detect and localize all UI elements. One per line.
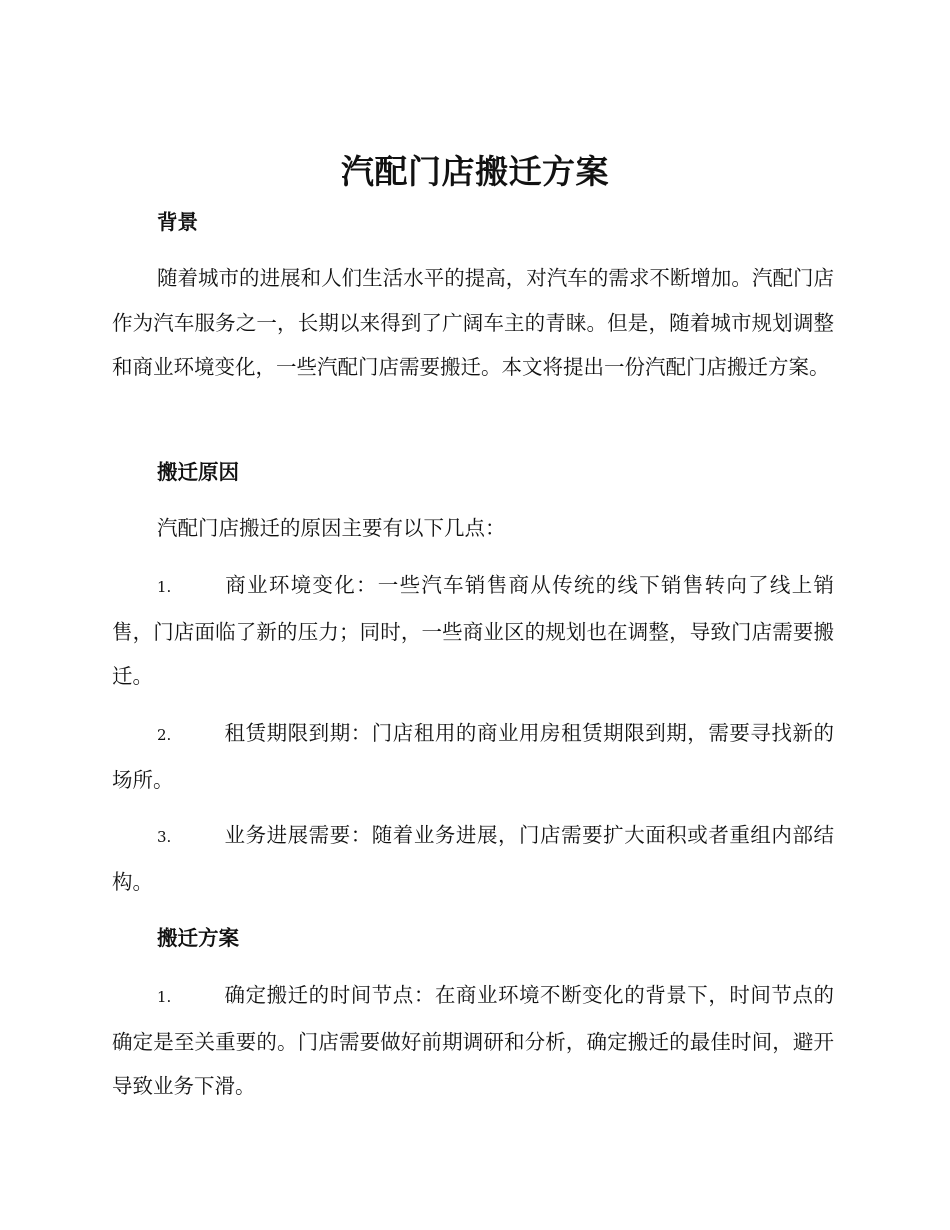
list-item	[112, 973, 834, 1109]
reason-item-3	[112, 813, 834, 904]
list-item-text: 确定搬迁的时间节点：在商业环境不断变化的背景下，时间节点的确定是至关重要的。门店需要做好前期调研和分析，确定搬迁的最佳时间，避开导致业务下滑。	[112, 983, 834, 1098]
reason-item-2	[112, 711, 834, 802]
reasons-intro-block	[112, 506, 834, 551]
section-heading-plan: 搬迁方案	[157, 926, 239, 950]
section-heading-background: 背景	[157, 210, 198, 234]
list-number: 1.	[157, 578, 172, 596]
list-item-text: 业务进展需要：随着业务进展，门店需要扩大面积或者重组内部结构。	[112, 823, 834, 894]
list-item-text: 租赁期限到期：门店租用的商业用房租赁期限到期，需要寻找新的场所。	[112, 721, 834, 792]
list-number: 3.	[157, 828, 172, 846]
reasons-intro: 汽配门店搬迁的原因主要有以下几点：	[157, 516, 506, 540]
list-item-text: 商业环境变化：一些汽车销售商从传统的线下销售转向了线上销售，门店面临了新的压力；同时，一些商业区的规划也在调整，导致门店需要搬迁。	[112, 573, 834, 688]
list-number: 2.	[157, 726, 172, 744]
list-item	[112, 813, 834, 904]
list-item	[112, 563, 834, 699]
background-paragraph-block	[112, 256, 834, 390]
reason-item-1	[112, 563, 834, 699]
list-number: 1.	[157, 988, 172, 1006]
plan-item-1	[112, 973, 834, 1109]
document-title: 汽配门店搬迁方案	[341, 152, 609, 191]
list-item	[112, 711, 834, 802]
section-heading-reasons: 搬迁原因	[157, 460, 239, 484]
background-paragraph: 随着城市的进展和人们生活水平的提高，对汽车的需求不断增加。汽配门店作为汽车服务之一，长期以来得到了广阔车主的青睐。但是，随着城市规划调整和商业环境变化，一些汽配门店需要搬迁。本文将提出一份汽配门店搬迁方案。	[112, 266, 834, 379]
